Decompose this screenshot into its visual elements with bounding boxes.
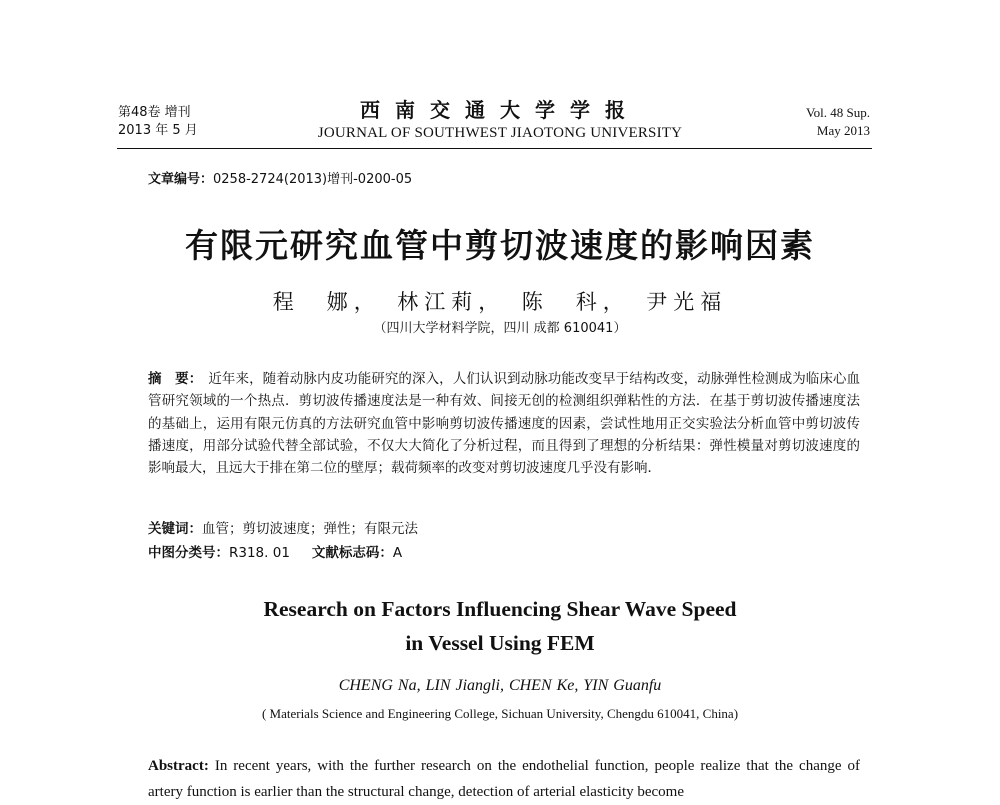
- header-vol-en: Vol. 48 Sup.: [805, 105, 870, 120]
- title-en-line1: Research on Factors Influencing Shear Wave Speed: [263, 597, 737, 621]
- article-number-value: 0258-2724(2013)增刊-0200-05: [213, 172, 413, 187]
- clc-value: R318. 01: [229, 545, 290, 561]
- title-cn: 有限元研究血管中剪切波速度的影响因素: [185, 226, 815, 265]
- title-en: [0, 592, 1000, 660]
- header-volume: 第48卷 增刊: [118, 105, 191, 120]
- abstract-en-label: Abstract:: [148, 758, 209, 774]
- authors-cn: 程 娜， 林江莉， 陈 科， 尹光福: [272, 290, 728, 314]
- keywords-text: 血管；剪切波速度；弹性；有限元法: [202, 521, 418, 537]
- affiliation-en: ( Materials Science and Engineering College, Sichuan University, Chengdu 610041, China): [261, 706, 739, 721]
- header-rule: [117, 148, 872, 149]
- header-date-en: May 2013: [816, 123, 870, 138]
- doc-code-value: A: [392, 545, 403, 561]
- affiliation-cn: （四川大学材料学院，四川 成都 610041）: [373, 321, 627, 336]
- doc-code-label: 文献标志码：: [311, 545, 393, 561]
- header-vol-info-en: [806, 104, 870, 140]
- title-en-line2: in Vessel Using FEM: [405, 631, 595, 655]
- keywords-label: 关键词：: [148, 521, 202, 537]
- header-volume-info: [118, 104, 198, 140]
- clc-label: 中图分类号：: [148, 545, 229, 561]
- abstract-en-text: In recent years, with the further research on the endothelial function, people realize that the change of artery function is earlier than the structural change, detection of arterial elasticity become: [148, 758, 860, 800]
- journal-name-cn: 西南交通大学学报: [360, 98, 640, 122]
- authors-en: CHENG Na, LIN Jiangli, CHEN Ke, YIN Guanfu: [338, 677, 662, 694]
- keywords-cn: [148, 517, 418, 537]
- abstract-cn: [148, 368, 860, 479]
- header-date: 2013 年 5 月: [118, 123, 198, 138]
- journal-masthead: [300, 97, 700, 143]
- abstract-cn-text: 近年来，随着动脉内皮功能研究的深入，人们认识到动脉功能改变早于结构改变，动脉弹性检测成为临床心血管研究领域的一个热点．剪切波传播速度法是一种有效、间接无创的检测组织弹粘性的方法．在基于剪切波传播速度法的基础上，运用有限元仿真的方法研究血管中影响剪切波传播速度的因素，尝试性地用正交实验法分析血管中剪切波传播速度，用部分试验代替全部试验，不仅大大简化了分析过程，而且得到了理想的分析结果：弹性模量对剪切波速度的影响最大，且远大于排在第二位的壁厚；载荷频率的改变对剪切波速度几乎没有影响．: [148, 371, 861, 477]
- journal-name-en: JOURNAL OF SOUTHWEST JIAOTONG UNIVERSITY: [317, 125, 683, 141]
- abstract-cn-label: 摘 要：: [148, 371, 203, 387]
- classification-line: [148, 541, 402, 561]
- article-number: [148, 168, 412, 187]
- article-number-label: 文章编号：: [148, 172, 214, 187]
- abstract-en: [148, 753, 860, 805]
